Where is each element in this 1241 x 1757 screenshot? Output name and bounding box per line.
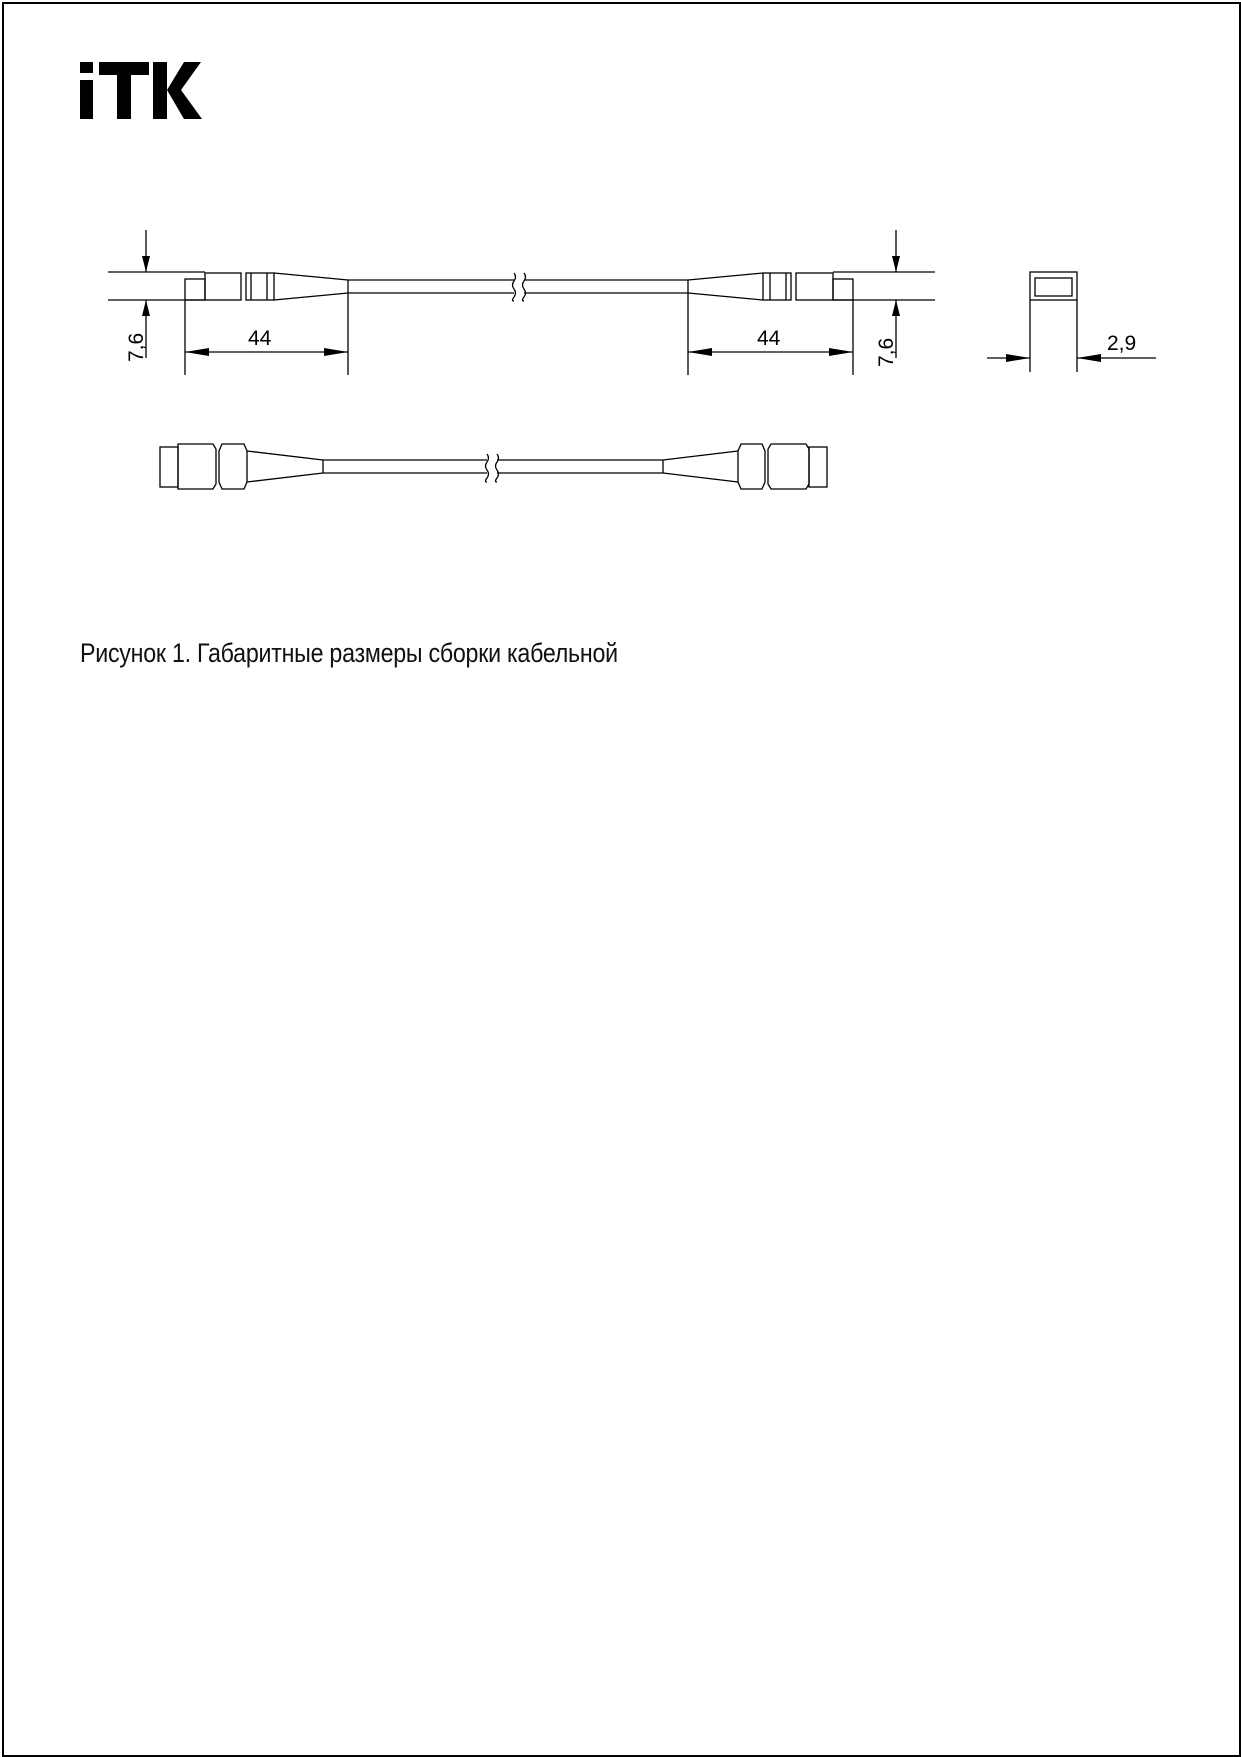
dim-length-left: 44 bbox=[248, 327, 272, 350]
dim-length-right: 44 bbox=[757, 327, 781, 350]
cable-assembly-drawing bbox=[0, 0, 1241, 560]
dim-width-side: 2,9 bbox=[1107, 332, 1137, 355]
dim-height-right: 7,6 bbox=[875, 337, 898, 367]
dim-height-left: 7,6 bbox=[125, 332, 148, 362]
figure-caption: Рисунок 1. Габаритные размеры сборки кабельной bbox=[80, 638, 618, 668]
